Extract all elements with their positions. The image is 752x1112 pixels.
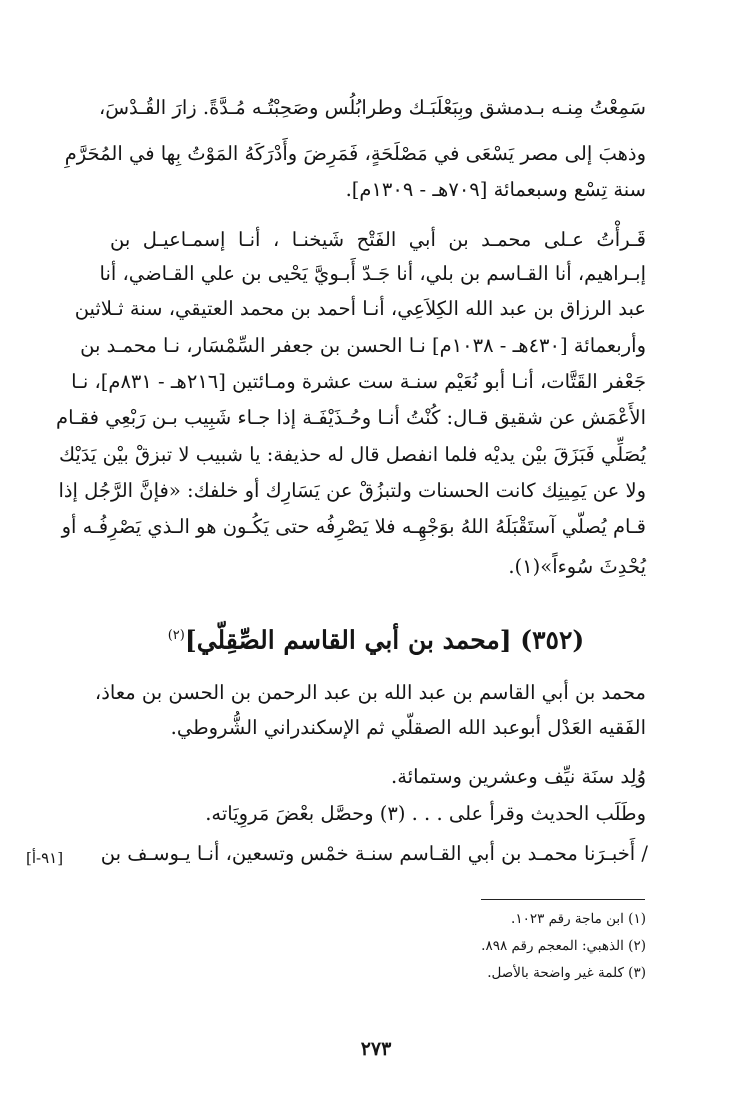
entry-line: وُلِد سنَة نيِّف وعشرين وستمائة. — [391, 765, 646, 788]
body-line: سنة تِسْع وسبعمائة [٧٠٩هـ - ١٣٠٩م]. — [345, 178, 646, 201]
folio-marker: [٩١-أ] — [26, 849, 64, 867]
body-line: جَعْفر القَتَّات، أنـا أبو نُعَيْم سنـة ست عشرة ومـائتين [٢١٦هـ - ٨٣١م]، نـا — [71, 370, 646, 393]
page-number: ٢٧٣ — [360, 1038, 392, 1060]
body-line: وأربعمائة [٤٣٠هـ - ١٠٣٨م] نـا الحسن بن جعفر السِّمْسَار، نـا محمـد بن — [80, 334, 646, 357]
entry-line: الفَقيه العَدْل أبوعبد الله الصقلّي ثم الإسكندراني الشُّروطي. — [170, 716, 646, 739]
body-line: وذهبَ إلى مصر يَسْعَى في مَصْلَحَةٍ، فَمَرِضَ وأَدْرَكَهُ المَوْتُ بِها في المُحَرَّمِ — [64, 142, 646, 165]
footnote: (١) ابن ماجة رقم ١٠٢٣. — [511, 911, 646, 927]
footnote-separator — [481, 899, 645, 900]
body-line: قَـرأْتُ عـلى محمـد بن أبي الفَتْح شَيخنـا ، أنـا إسمـاعيـل بن — [110, 228, 646, 251]
body-line: عبد الرزاق بن عبد الله الكِلاَعِي، أنـا أحمد بن محمد العتيقي، سنة ثـلاثين — [74, 297, 646, 320]
footnote: (٣) كلمة غير واضحة بالأصل. — [487, 965, 646, 981]
body-line: الأَعْمَش عن شقيق قـال: كُنْتُ أنـا وحُـذَيْفَـة إذا جـاء شَبِيب بـن رَبْعِي فقـام — [56, 406, 646, 429]
entry-heading-text: (٣٥٢) [محمد بن أبي القاسم الصِّقِلّي] — [184, 625, 585, 655]
entry-line: / أَخبـرَنا محمـد بن أبي القـاسم سنـة خمْس وتسعين، أنـا يـوسـف بن — [100, 842, 648, 865]
body-line: ولا عن يَمِينِك كانت الحسنات ولتبزُقْ عن يَسَارِك أو خلفك: «فإنَّ الرَّجُل إذا — [58, 479, 646, 502]
body-line: قـام يُصلّي آستَقْبَلَهُ اللهُ بوَجْهِـه فلا يَصْرِفُه حتى يَكُـون هو الـذي يَصْرِفُـه أو — [61, 515, 646, 538]
entry-heading — [0, 620, 752, 656]
entry-line: وطَلَب الحديث وقرأ على . . . (٣) وحصَّل بعْضَ مَروِيَاته. — [205, 802, 646, 825]
body-line: سَمِعْتُ مِنـه بـدمشق وبِبَعْلَبَـك وطرابُلُس وصَحِبْتُـه مُـدَّةً. زارَ القُـدْسَ، — [98, 96, 646, 119]
entry-line: محمد بن أبي القاسم بن عبد الله بن عبد الرحمن بن الحسن بن معاذ، — [94, 681, 646, 704]
body-line: يُصَلِّي فَبَزَقَ بيْن يديْه فلما انفصل قال له حذيفة: يا شبيب لا تبزقْ بيْن يَدَيْك — [58, 443, 646, 466]
body-line: يُحْدِثَ سُوءاً»(١). — [508, 555, 646, 578]
footnote: (٢) الذهبي: المعجم رقم ٨٩٨. — [481, 938, 646, 954]
heading-footnote-ref: (٢) — [167, 628, 185, 643]
body-line: إبـراهيم، أنا القـاسم بن بلي، أنا جَـدّ أَبـويَّ يَحْيى بن علي القـاضي، أنا — [99, 262, 646, 285]
